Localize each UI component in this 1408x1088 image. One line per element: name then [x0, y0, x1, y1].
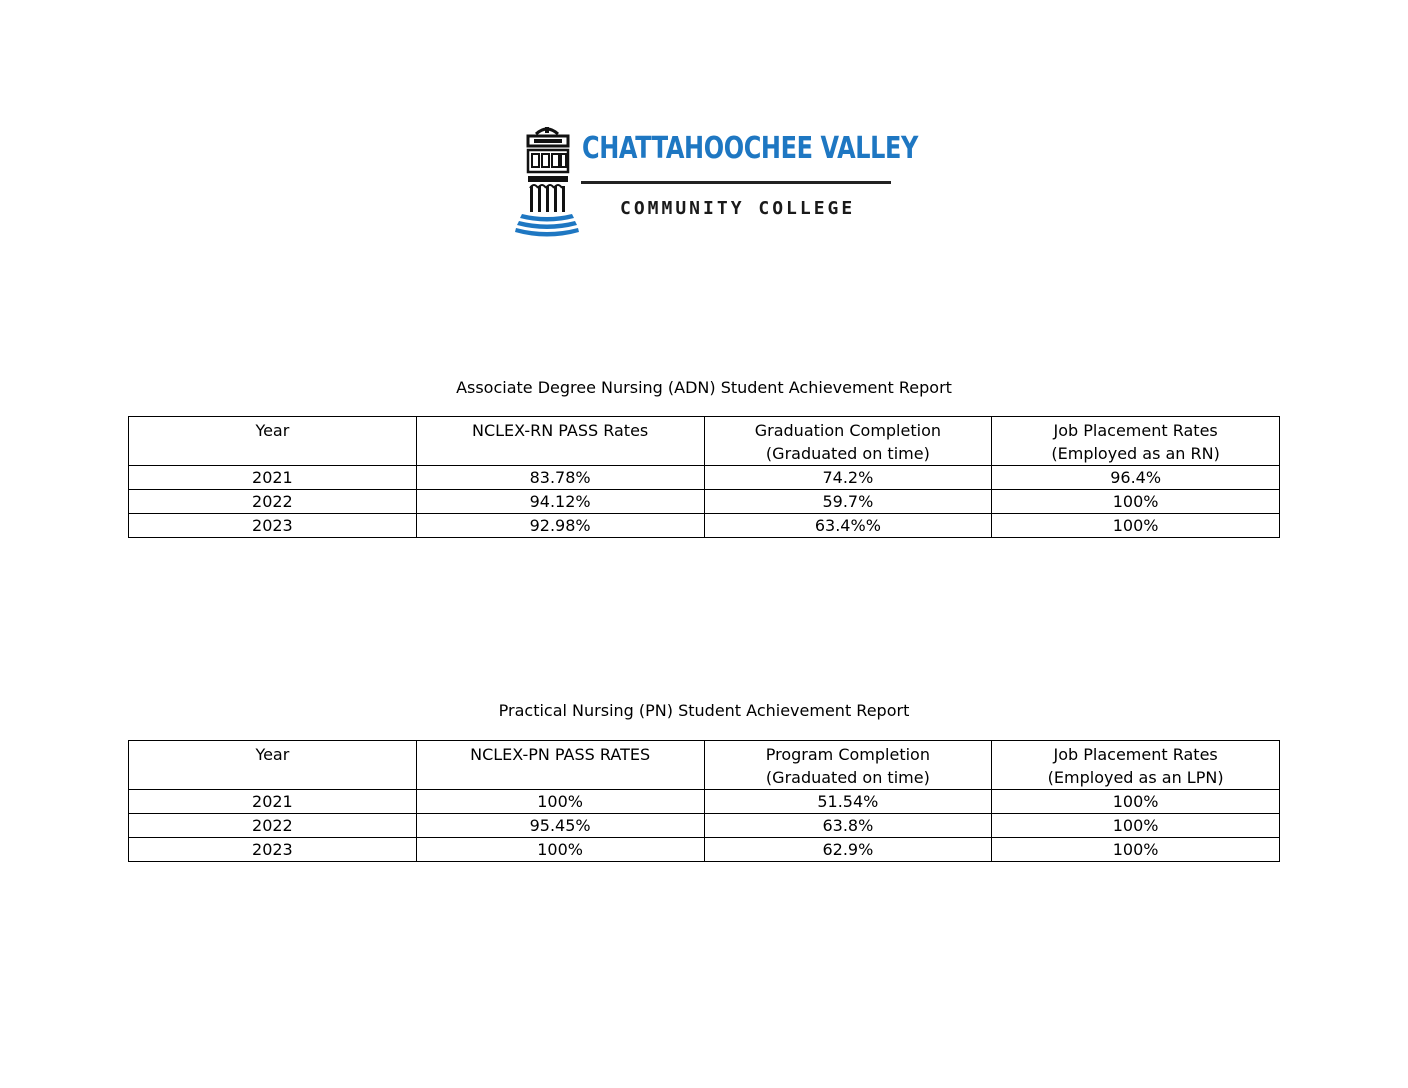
- cell-pass-rate: 100%: [416, 790, 704, 814]
- table-row: [129, 838, 1280, 862]
- cell-pass-rate: 100%: [416, 838, 704, 862]
- clock-tower-icon: [514, 124, 580, 242]
- cell-completion: 63.8%: [704, 814, 992, 838]
- header-nclex-rn-pass-rates: [416, 417, 704, 466]
- cell-completion: 63.4%%: [704, 514, 992, 538]
- cell-job-placement: 100%: [992, 490, 1280, 514]
- table-header-row: [129, 417, 1280, 466]
- header-job-placement-rates: [992, 417, 1280, 466]
- cell-pass-rate: 95.45%: [416, 814, 704, 838]
- header-line: Job Placement Rates: [1053, 421, 1218, 440]
- cell-year: 2023: [129, 514, 417, 538]
- header-line: NCLEX-RN PASS Rates: [471, 421, 649, 440]
- header-subline: (Employed as an RN): [1051, 444, 1220, 463]
- header-year: [129, 741, 417, 790]
- header-line: Program Completion: [765, 745, 930, 764]
- cell-job-placement: 100%: [992, 838, 1280, 862]
- table-row: [129, 514, 1280, 538]
- cell-year: 2021: [129, 790, 417, 814]
- cell-job-placement: 100%: [992, 790, 1280, 814]
- table-row: [129, 790, 1280, 814]
- cell-completion: 51.54%: [704, 790, 992, 814]
- cell-year: 2022: [129, 490, 417, 514]
- cell-completion: 59.7%: [704, 490, 992, 514]
- header-subline: (Graduated on time): [765, 444, 930, 463]
- table-row: [129, 814, 1280, 838]
- cell-year: 2023: [129, 838, 417, 862]
- adn-report-title: Associate Degree Nursing (ADN) Student Achievement Report: [456, 378, 952, 397]
- header-job-placement-rates: [992, 741, 1280, 790]
- header-line: Year: [255, 745, 290, 764]
- pn-report-title: Practical Nursing (PN) Student Achievement Report: [498, 701, 910, 720]
- table-row: [129, 490, 1280, 514]
- header-line: Job Placement Rates: [1053, 745, 1218, 764]
- header-program-completion: [704, 741, 992, 790]
- header-year: [129, 417, 417, 466]
- header-line: NCLEX-PN PASS RATES: [470, 745, 651, 764]
- header-line: Graduation Completion: [754, 421, 941, 440]
- header-graduation-completion: [704, 417, 992, 466]
- cell-pass-rate: 94.12%: [416, 490, 704, 514]
- cell-pass-rate: 83.78%: [416, 466, 704, 490]
- cell-year: 2022: [129, 814, 417, 838]
- table-header-row: [129, 741, 1280, 790]
- cell-job-placement: 100%: [992, 514, 1280, 538]
- cell-completion: 62.9%: [704, 838, 992, 862]
- header-nclex-pn-pass-rates: [416, 741, 704, 790]
- adn-achievement-table: [128, 416, 1280, 538]
- header-subline: (Employed as an LPN): [1047, 768, 1224, 787]
- cell-job-placement: 100%: [992, 814, 1280, 838]
- logo-divider: [581, 181, 891, 184]
- cell-completion: 74.2%: [704, 466, 992, 490]
- header-line: Year: [255, 421, 290, 440]
- logo-subtitle: COMMUNITY COLLEGE: [620, 198, 856, 219]
- cell-year: 2021: [129, 466, 417, 490]
- cell-pass-rate: 92.98%: [416, 514, 704, 538]
- cell-job-placement: 96.4%: [992, 466, 1280, 490]
- logo-college-name: CHATTAHOOCHEE VALLEY: [582, 131, 919, 166]
- pn-achievement-table: [128, 740, 1280, 862]
- header-subline: (Graduated on time): [765, 768, 930, 787]
- college-logo: [514, 124, 919, 242]
- table-row: [129, 466, 1280, 490]
